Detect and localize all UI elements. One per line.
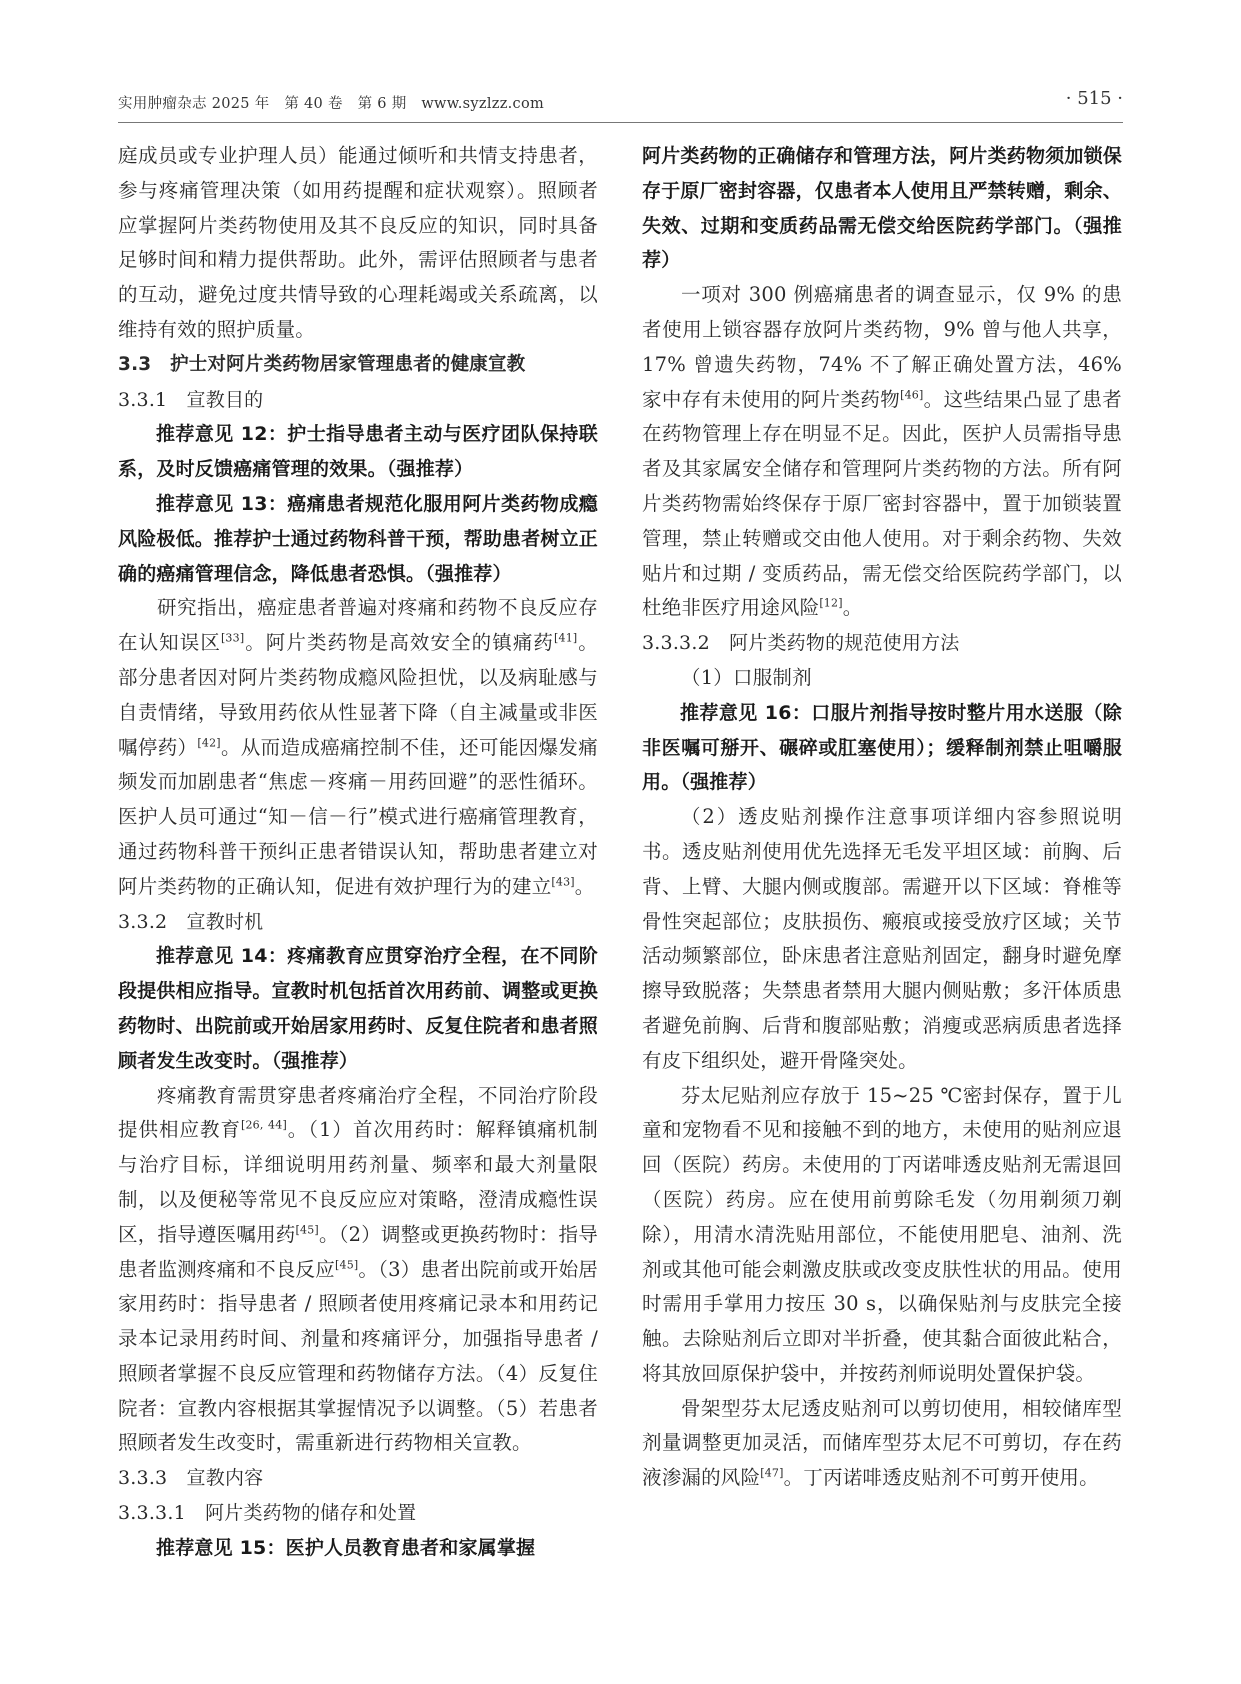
recommendation	[118, 939, 598, 1078]
citation: [45]	[295, 1223, 319, 1237]
running-header	[118, 88, 1123, 118]
recommendation	[118, 1531, 598, 1566]
recommendation	[642, 696, 1122, 800]
journal-info: 实用肿瘤杂志 2025 年 第 40 卷 第 6 期 www.syzlzz.com	[118, 96, 545, 112]
subsection-heading	[118, 1461, 598, 1496]
body-paragraph	[642, 278, 1122, 626]
body-paragraph	[642, 661, 1122, 696]
text-run: 3.3.3 宣教内容	[118, 1467, 264, 1490]
text-run: 阿片类药物的正确储存和管理方法，阿片类药物须加锁保存于原厂密封容器，仅患者本人使用且严禁转赠，剩余、失效、过期和变质药品需无偿交给医院药学部门。（强推荐）	[642, 145, 1123, 272]
text-run: 。	[574, 874, 595, 898]
section-heading	[118, 348, 598, 383]
text-run: 。这些结果凸显了患者在药物管理上存在明显不足。因此，医护人员需指导患者及其家属安全储存和管理阿片类药物的方法。所有阿片类药物需始终保存于原厂密封容器中，置于加锁装置管理，禁止转赠或交由他人使用。对于剩余药物、失效贴片和过期 / 变质药品，需无偿交给医院药学部门，以杜绝非医疗用途风险	[642, 387, 1122, 620]
recommendation	[642, 139, 1122, 278]
text-run: 。（2）调整或更换药物时：指导患者监测疼痛和不良反应	[118, 1222, 598, 1281]
text-run: 推荐意见 12：护士指导患者主动与医疗团队保持联系，及时反馈癌痛管理的效果。（强推荐）	[118, 423, 598, 481]
text-run: 3.3.3.1 阿片类药物的储存和处置	[118, 1502, 417, 1525]
body-paragraph	[118, 139, 598, 348]
text-run: 推荐意见 16：口服片剂指导按时整片用水送服（除非医嘱可掰开、碾碎或肛塞使用）；缓释制剂禁止咀嚼服用。（强推荐）	[642, 701, 1122, 794]
body-paragraph	[642, 1392, 1122, 1496]
body-paragraph	[642, 800, 1122, 1078]
text-run: 芬太尼贴剂应存放于 15~25 ℃密封保存，置于儿童和宠物看不见和接触不到的地方，未使用的贴剂应退回（医院）药房。未使用的丁丙诺啡透皮贴剂无需退回（医院）药房。应在使用前剪除毛发（勿用剃须刀剃除），用清水清洗贴用部位，不能使用肥皂、油剂、洗剂或其他可能会刺激皮肤或改变皮肤性状的用品。使用时需用手掌用力按压 30 s，以确保贴剂与皮肤完全接触。去除贴剂后立即对半折叠，使其黏合面彼此粘合，将其放回原保护袋中，并按药剂师说明处置保护袋。	[642, 1083, 1122, 1385]
recommendation	[118, 487, 598, 591]
text-run: 一项对 300 例癌痛患者的调查显示，仅 9% 的患者使用上锁容器存放阿片类药物，9% 曾与他人共享，17% 曾遗失药物，74% 不了解正确处置方法，46% 家中存有未使用的阿片类药物	[642, 283, 1122, 411]
text-run: 研究指出，癌症患者普遍对疼痛和药物不良反应存在认知误区	[118, 596, 598, 655]
left-column	[118, 139, 598, 1566]
citation: [26, 44]	[240, 1118, 287, 1132]
subsection-heading	[118, 1496, 598, 1531]
header-divider	[118, 122, 1123, 123]
body-paragraph	[118, 1079, 598, 1462]
citation: [42]	[197, 736, 221, 750]
subsection-heading	[118, 905, 598, 940]
text-run: 3.3 护士对阿片类药物居家管理患者的健康宣教	[118, 353, 526, 375]
recommendation	[118, 417, 598, 487]
text-run: 庭成员或专业护理人员）能通过倾听和共情支持患者，参与疼痛管理决策（如用药提醒和症状观察）。照顾者应掌握阿片类药物使用及其不良反应的知识，同时具备足够时间和精力提供帮助。此外，需评估照顾者与患者的互动，避免过度共情导致的心理耗竭或关系疏离，以维持有效的照护质量。	[118, 144, 598, 341]
citation: [46]	[900, 388, 924, 402]
body-paragraph	[642, 1079, 1122, 1392]
text-run: 3.3.1 宣教目的	[118, 388, 264, 411]
text-run: 推荐意见 13：癌痛患者规范化服用阿片类药物成瘾风险极低。推荐护士通过药物科普干预，帮助患者树立正确的癌痛管理信念，降低患者恐惧。（强推荐）	[118, 492, 599, 585]
text-run: 。丁丙诺啡透皮贴剂不可剪开使用。	[783, 1466, 1099, 1490]
citation: [41]	[554, 631, 578, 645]
text-run: 推荐意见 14：疼痛教育应贯穿治疗全程，在不同阶段提供相应指导。宣教时机包括首次用药前、调整或更换药物时、出院前或开始居家用药时、反复住院者和患者照顾者发生改变时。（强推荐）	[118, 945, 599, 1072]
page-number: · 515 ·	[1065, 88, 1123, 109]
right-column	[642, 139, 1122, 1496]
body-paragraph	[118, 591, 598, 904]
text-run: 。（3）患者出院前或开始居家用药时：指导患者 / 照顾者使用疼痛记录本和用药记录本记录用药时间、剂量和疼痛评分，加强指导患者 / 照顾者掌握不良反应管理和药物储存方法。（4）反复住院者：宣教内容根据其掌握情况予以调整。（5）若患者照顾者发生改变时，需重新进行药物相关宣教。	[118, 1257, 598, 1455]
citation: [47]	[760, 1466, 784, 1480]
text-run: 。	[842, 596, 863, 620]
text-run: 。（1）首次用药时：解释镇痛机制与治疗目标，详细说明用药剂量、频率和最大剂量限制，以及便秘等常见不良反应应对策略，澄清成瘾性误区，指导遵医嘱用药	[118, 1118, 599, 1246]
text-run: 。部分患者因对阿片类药物成瘾风险担忧，以及病耻感与自责情绪，导致用药依从性显著下降（自主减量或非医嘱停药）	[118, 631, 598, 759]
text-run: 。阿片类药物是高效安全的镇痛药	[244, 631, 554, 655]
text-run: 推荐意见 15：医护人员教育患者和家属掌握	[156, 1536, 536, 1559]
text-run: 。从而造成癌痛控制不佳，还可能因爆发痛频发而加剧患者“焦虑－疼痛－用药回避”的恶性循环。医护人员可通过“知－信－行”模式进行癌痛管理教育，通过药物科普干预纠正患者错误认知，帮助患者建立对阿片类药物的正确认知，促进有效护理行为的建立	[118, 735, 598, 898]
text-run: 疼痛教育需贯穿患者疼痛治疗全程，不同治疗阶段提供相应教育	[118, 1083, 598, 1142]
subsection-heading	[642, 626, 1122, 661]
citation: [43]	[551, 875, 575, 889]
citation: [33]	[220, 631, 245, 645]
citation: [45]	[335, 1258, 359, 1271]
text-run: 3.3.3.2 阿片类药物的规范使用方法	[642, 632, 960, 655]
text-run: （1）口服制剂	[681, 665, 812, 689]
text-run: （2）透皮贴剂操作注意事项详细内容参照说明书。透皮贴剂使用优先选择无毛发平坦区域：前胸、后背、上臂、大腿内侧或腹部。需避开以下区域：脊椎等骨性突起部位；皮肤损伤、瘢痕或接受放疗区域；关节活动频繁部位，卧床患者注意贴剂固定，翻身时避免摩擦导致脱落；失禁患者禁用大腿内侧贴敷；多汗体质患者避免前胸、后背和腹部贴敷；消瘦或恶病质患者选择有皮下组织处，避开骨隆突处。	[642, 805, 1122, 1072]
subsection-heading	[118, 383, 598, 418]
text-run: 3.3.2 宣教时机	[118, 910, 264, 933]
text-run: 骨架型芬太尼透皮贴剂可以剪切使用，相较储库型剂量调整更加灵活，而储库型芬太尼不可剪切，存在药液渗漏的风险	[642, 1396, 1122, 1490]
citation: [12]	[819, 596, 843, 610]
